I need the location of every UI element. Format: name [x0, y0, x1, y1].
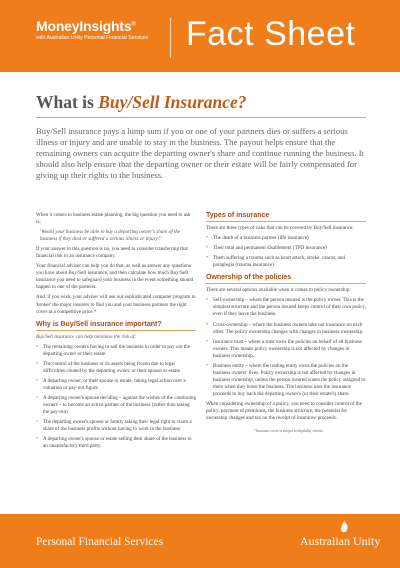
- adviser-paragraph: Your financial adviser can help you do that, as well as answer any questions you have about Buy/Sell insurance, and then calculate how much Buy/Sell insurance you need to safeguard your business in the event something should happen to one of the partners.: [36, 263, 194, 291]
- flame-icon: [338, 520, 350, 534]
- list-item: • Cross-ownership – where the business owners take out insurance on each other. The policy ownership changes with changes in business ownership.: [206, 321, 364, 335]
- broker-paragraph: And, if you wish, your adviser will use our sophisticated computer program to 'broker' the major insurers to find you and your business partners the right cover at a competitive price.*: [36, 294, 196, 315]
- section-divider: [36, 330, 196, 331]
- considerations-paragraph: When considering ownership of a policy, you need to consider control of the policy, payment of premiums, the business structure, the potential for ownership changes and tax on the receipt of insurance proceeds.: [206, 400, 362, 422]
- brand-logo: [36, 18, 148, 41]
- types-intro: There are three types of risks that can be covered by Buy/Sell insurance:: [206, 225, 354, 232]
- bullet-icon: •: [206, 321, 209, 328]
- ownership-intro: There are several options available when it comes to policy ownership:: [206, 287, 351, 294]
- answer-paragraph: If your answer to this question is no, you need to consider transferring that financial risk to an insurance company.: [36, 246, 188, 260]
- page-title: What is Buy/Sell Insurance?: [36, 92, 247, 112]
- australian-unity-logo: Australian Unity: [300, 534, 381, 548]
- bullet-icon: •: [36, 360, 39, 367]
- section-heading-types: Types of insurance: [206, 212, 270, 219]
- list-item: • The control of the business or its assets being frozen due to legal difficulties created by the departing owner, or their spouse or estate: [36, 360, 181, 374]
- list-item: • Insurance trust – where a trust owns the policies on behalf of all business owners. This means policy ownership is not affected by changes in business ownership.: [206, 338, 362, 359]
- bullet-icon: •: [36, 436, 39, 443]
- list-item: • Self-ownership – where the person insured is the policy owner. This is the simplest structure and the person insured keeps control of their own policy, even if they leave the business.: [206, 297, 367, 318]
- section-divider: [206, 283, 366, 284]
- key-question: 'Would your business be able to buy a departing owner's share of the business if they died or suffered a serious illness or injury?': [40, 229, 181, 243]
- why-intro: Buy/Sell insurance can help minimise the risk of:: [36, 333, 137, 340]
- section-divider: [206, 221, 366, 222]
- ownership-list: [206, 297, 366, 398]
- footer-label: Personal Financial Services: [36, 536, 164, 548]
- bullet-icon: •: [36, 419, 39, 426]
- intro-paragraph: When it comes to business estate planning, the big question you need to ask is:: [36, 212, 191, 226]
- list-item: • The remaining owners having to sell the business in order to pay out the departing owner or their estate: [36, 343, 190, 357]
- list-item: • A departing owner's spouse or estate selling their share of the business to an unsatisfactory third party.: [36, 436, 192, 450]
- header-title: Fact Sheet: [186, 15, 356, 53]
- bullet-icon: •: [36, 343, 39, 350]
- brand-name: MoneyInsights®: [36, 18, 136, 34]
- list-item: • A departing owner, or their spouse or estate, taking legal action over a valuation or pay-out figure: [36, 377, 186, 391]
- lead-paragraph: Buy/Sell insurance pays a lump sum if you or one of your partners dies or suffers a serious illness or injury and are unable to stay in the business. The payout helps ensure that the remaining owners can acquire the departing owner's share and continue running the business. It should also help ensure that the departing owner or their estate will be fairly compensated for giving up their rights to the business.: [36, 126, 365, 181]
- bullet-icon: •: [206, 245, 209, 252]
- list-item: • A departing owner's spouse deciding – against the wishes of the continuing owners – to become an active partner of the business (rather than taking the pay-out): [36, 394, 196, 416]
- risk-list: [36, 344, 196, 451]
- list-item: • Their total and permanent disablement (TPD insurance): [206, 245, 327, 252]
- list-item: • Business entity – where the trading entity owns the policies on the business owners' lives. Policy ownership is not affected by changes in business ownership, unless the person insured wants the policy assigned to them when they leave the business. The business uses the insurance proceeds to buy back the departing owner's (or their estate's) share.: [206, 362, 366, 397]
- right-column: [206, 212, 366, 438]
- section-heading-why: Why is Buy/Sell insurance important?: [36, 320, 162, 328]
- bullet-icon: •: [206, 338, 209, 345]
- list-item: • The death of a business partner (life insurance): [206, 235, 309, 242]
- types-list: [206, 235, 366, 269]
- section-heading-ownership: Ownership of the policies: [206, 274, 292, 282]
- footer-band: [0, 514, 400, 568]
- list-item: • The departing owner's spouse or family taking their legal right to claim a share of the business profits without having to work in the business: [36, 419, 192, 433]
- list-item: • Them suffering a trauma such as heart attack, stroke, cancer, and paraplegia (trauma insurance).: [206, 255, 345, 269]
- bullet-icon: •: [206, 297, 209, 304]
- brand-subtitle: with Australian Unity Personal Financial Services: [36, 35, 149, 41]
- footnote: *Insurance cover is subject to eligibility criteria: [254, 429, 323, 434]
- header-band: [0, 0, 400, 72]
- bullet-icon: •: [206, 362, 209, 369]
- header-divider: [170, 18, 171, 58]
- left-column: [36, 212, 196, 453]
- bullet-icon: •: [206, 255, 209, 262]
- title-divider: [36, 117, 366, 118]
- bullet-icon: •: [36, 394, 39, 401]
- bullet-icon: •: [206, 235, 209, 242]
- bullet-icon: •: [36, 377, 39, 384]
